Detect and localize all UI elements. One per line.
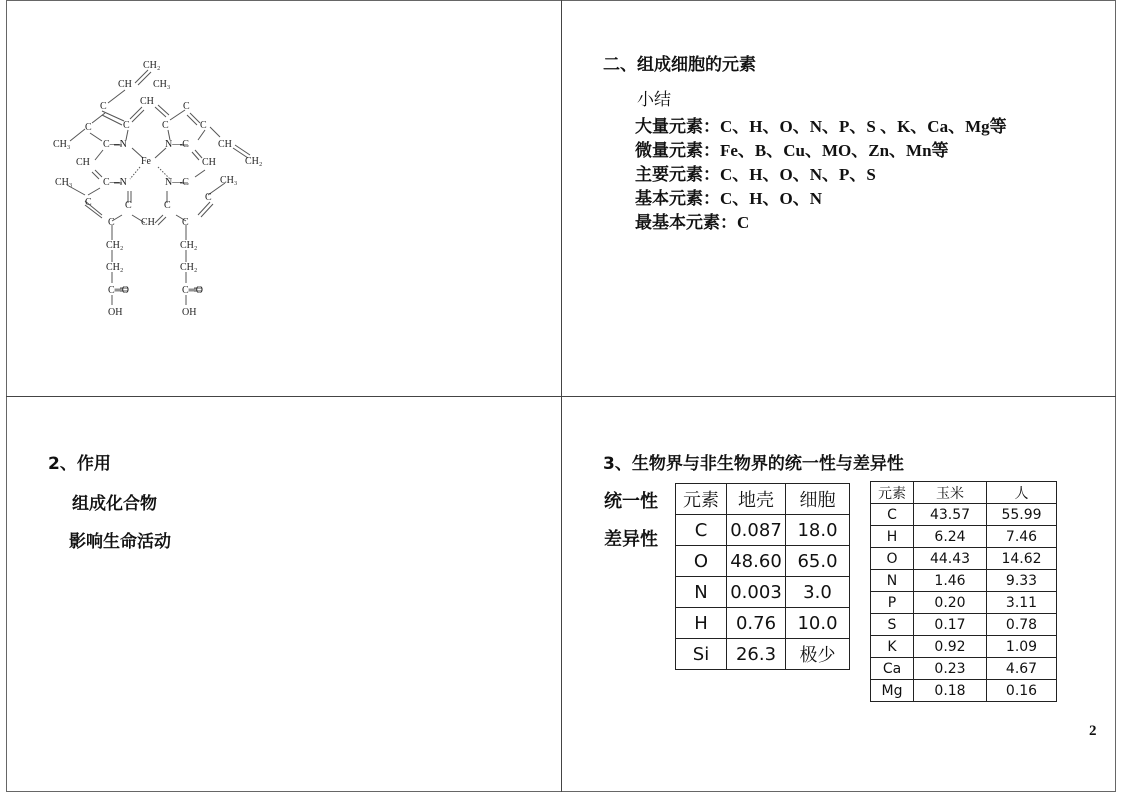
table-cell: 44.43 [914, 548, 987, 570]
table-cell: 0.92 [914, 636, 987, 658]
mol-label: C [164, 200, 171, 211]
mol-label: CH₂ [180, 240, 198, 251]
table-row [871, 658, 1057, 680]
table-cell: 6.24 [914, 526, 987, 548]
mol-label: OH [108, 307, 123, 318]
table-cell: H [676, 608, 727, 639]
line-value: C、H、O、N、P、S 、K、Ca、Mg等 [720, 117, 1007, 136]
table-cell: K [871, 636, 914, 658]
table-cell: 3.0 [786, 577, 850, 608]
mol-label: CH [118, 79, 132, 90]
table-cell: H [871, 526, 914, 548]
mol-label: C [183, 101, 190, 112]
mol-label: C═O [108, 285, 129, 296]
table-cell: 0.23 [914, 658, 987, 680]
mol-label: C [182, 217, 189, 228]
mol-label: CH [76, 157, 90, 168]
table-cell: 0.16 [987, 680, 1057, 702]
mol-label: C [162, 120, 169, 131]
table-cell: 1.46 [914, 570, 987, 592]
mol-label: C [123, 120, 130, 131]
slide3-title: 2、作用 [48, 454, 111, 474]
mol-label: OH [182, 307, 197, 318]
table-cell: 10.0 [786, 608, 850, 639]
mol-label: C [100, 101, 107, 112]
mol-label: CH₂ [143, 60, 161, 71]
table-cell: C [676, 515, 727, 546]
line-value: Fe、B、Cu、MO、Zn、Mn等 [720, 141, 949, 160]
mol-label: C [85, 122, 92, 133]
mol-label: CH [218, 139, 232, 150]
function-item-life-activity: 影响生命活动 [69, 532, 171, 552]
function-item-compounds: 组成化合物 [72, 494, 157, 514]
mol-label: CH₂ [245, 156, 263, 167]
heme-molecule-svg [40, 55, 280, 325]
header-cell: 元素 [676, 484, 727, 515]
header-cell: 细胞 [786, 484, 850, 515]
heme-structure-diagram [40, 55, 280, 325]
line-label: 基本元素： [635, 189, 720, 209]
summary-line-trace [635, 139, 1007, 163]
label-difference: 差异性 [604, 529, 658, 550]
table-cell: 0.20 [914, 592, 987, 614]
table-row [676, 515, 850, 546]
header-cell: 元素 [871, 482, 914, 504]
crust-vs-cell-table [675, 483, 850, 670]
summary-line-most-basic [635, 211, 1007, 235]
table-row [871, 592, 1057, 614]
table-cell: N [871, 570, 914, 592]
table-cell: Si [676, 639, 727, 670]
label-unity: 统一性 [604, 491, 658, 512]
table-cell: 65.0 [786, 546, 850, 577]
table-cell: 0.78 [987, 614, 1057, 636]
mol-label: CH [141, 217, 155, 228]
header-cell: 地壳 [727, 484, 786, 515]
table-row [871, 570, 1057, 592]
table-cell: 3.11 [987, 592, 1057, 614]
mol-label: C [85, 197, 92, 208]
slide2-title: 二、组成细胞的元素 [603, 55, 756, 75]
table-cell: 极少 [786, 639, 850, 670]
mol-label: CH [140, 96, 154, 107]
line-label: 微量元素： [635, 141, 720, 161]
table-row [676, 639, 850, 670]
table-cell: S [871, 614, 914, 636]
corn-vs-human-table [870, 481, 1057, 702]
table-cell: 7.46 [987, 526, 1057, 548]
element-summary-list [635, 115, 1007, 235]
table-cell: P [871, 592, 914, 614]
table-cell: Mg [871, 680, 914, 702]
header-cell: 玉米 [914, 482, 987, 504]
table-cell: 0.17 [914, 614, 987, 636]
mol-label: C═O [182, 285, 203, 296]
table-cell: 1.09 [987, 636, 1057, 658]
slide4-title: 3、生物界与非生物界的统一性与差异性 [603, 454, 904, 474]
table-cell: 18.0 [786, 515, 850, 546]
mol-label: CH₃ [220, 175, 238, 186]
summary-line-main [635, 163, 1007, 187]
mol-label: CH₃ [55, 177, 73, 188]
summary-line-major [635, 115, 1007, 139]
table-header-row [676, 484, 850, 515]
table-cell: 4.67 [987, 658, 1057, 680]
mol-label: CH₂ [180, 262, 198, 273]
table-cell: 0.18 [914, 680, 987, 702]
table-cell: C [871, 504, 914, 526]
mol-label: N—C [165, 139, 189, 150]
mol-label: C [125, 200, 132, 211]
mol-label: CH₂ [106, 240, 124, 251]
table-row [871, 526, 1057, 548]
table-cell: O [871, 548, 914, 570]
table-row [871, 504, 1057, 526]
table-cell: 55.99 [987, 504, 1057, 526]
table-cell: 9.33 [987, 570, 1057, 592]
mol-label: CH₃ [53, 139, 71, 150]
table-row [871, 636, 1057, 658]
mol-label: N—C [165, 177, 189, 188]
table-cell: 0.087 [727, 515, 786, 546]
mol-label: C—N [103, 177, 127, 188]
table-cell: 43.57 [914, 504, 987, 526]
mol-label: Fe [141, 156, 151, 167]
page-number: 2 [1089, 723, 1097, 739]
table-row [676, 608, 850, 639]
mol-label: C—N [103, 139, 127, 150]
mol-label: CH₂ [106, 262, 124, 273]
line-value: C、H、O、N、P、S [720, 165, 876, 184]
table-cell: Ca [871, 658, 914, 680]
table-row [871, 614, 1057, 636]
table-row [676, 577, 850, 608]
line-label: 最基本元素： [635, 213, 737, 233]
table-cell: 48.60 [727, 546, 786, 577]
line-value: C [737, 213, 750, 232]
table-row [871, 548, 1057, 570]
table-row [871, 680, 1057, 702]
table-cell: 0.76 [727, 608, 786, 639]
line-label: 大量元素： [635, 117, 720, 137]
summary-line-basic [635, 187, 1007, 211]
header-cell: 人 [987, 482, 1057, 504]
mol-label: C [205, 192, 212, 203]
table-header-row [871, 482, 1057, 504]
horizontal-divider [6, 396, 1116, 397]
line-value: C、H、O、N [720, 189, 822, 208]
table-cell: N [676, 577, 727, 608]
slide2-subtitle: 小结 [637, 90, 671, 110]
mol-label: C [108, 217, 115, 228]
line-label: 主要元素： [635, 165, 720, 185]
table-cell: O [676, 546, 727, 577]
table-cell: 0.003 [727, 577, 786, 608]
mol-label: C [200, 120, 207, 131]
mol-label: CH [202, 157, 216, 168]
table-cell: 14.62 [987, 548, 1057, 570]
table-cell: 26.3 [727, 639, 786, 670]
table-row [676, 546, 850, 577]
mol-label: CH₃ [153, 79, 171, 90]
